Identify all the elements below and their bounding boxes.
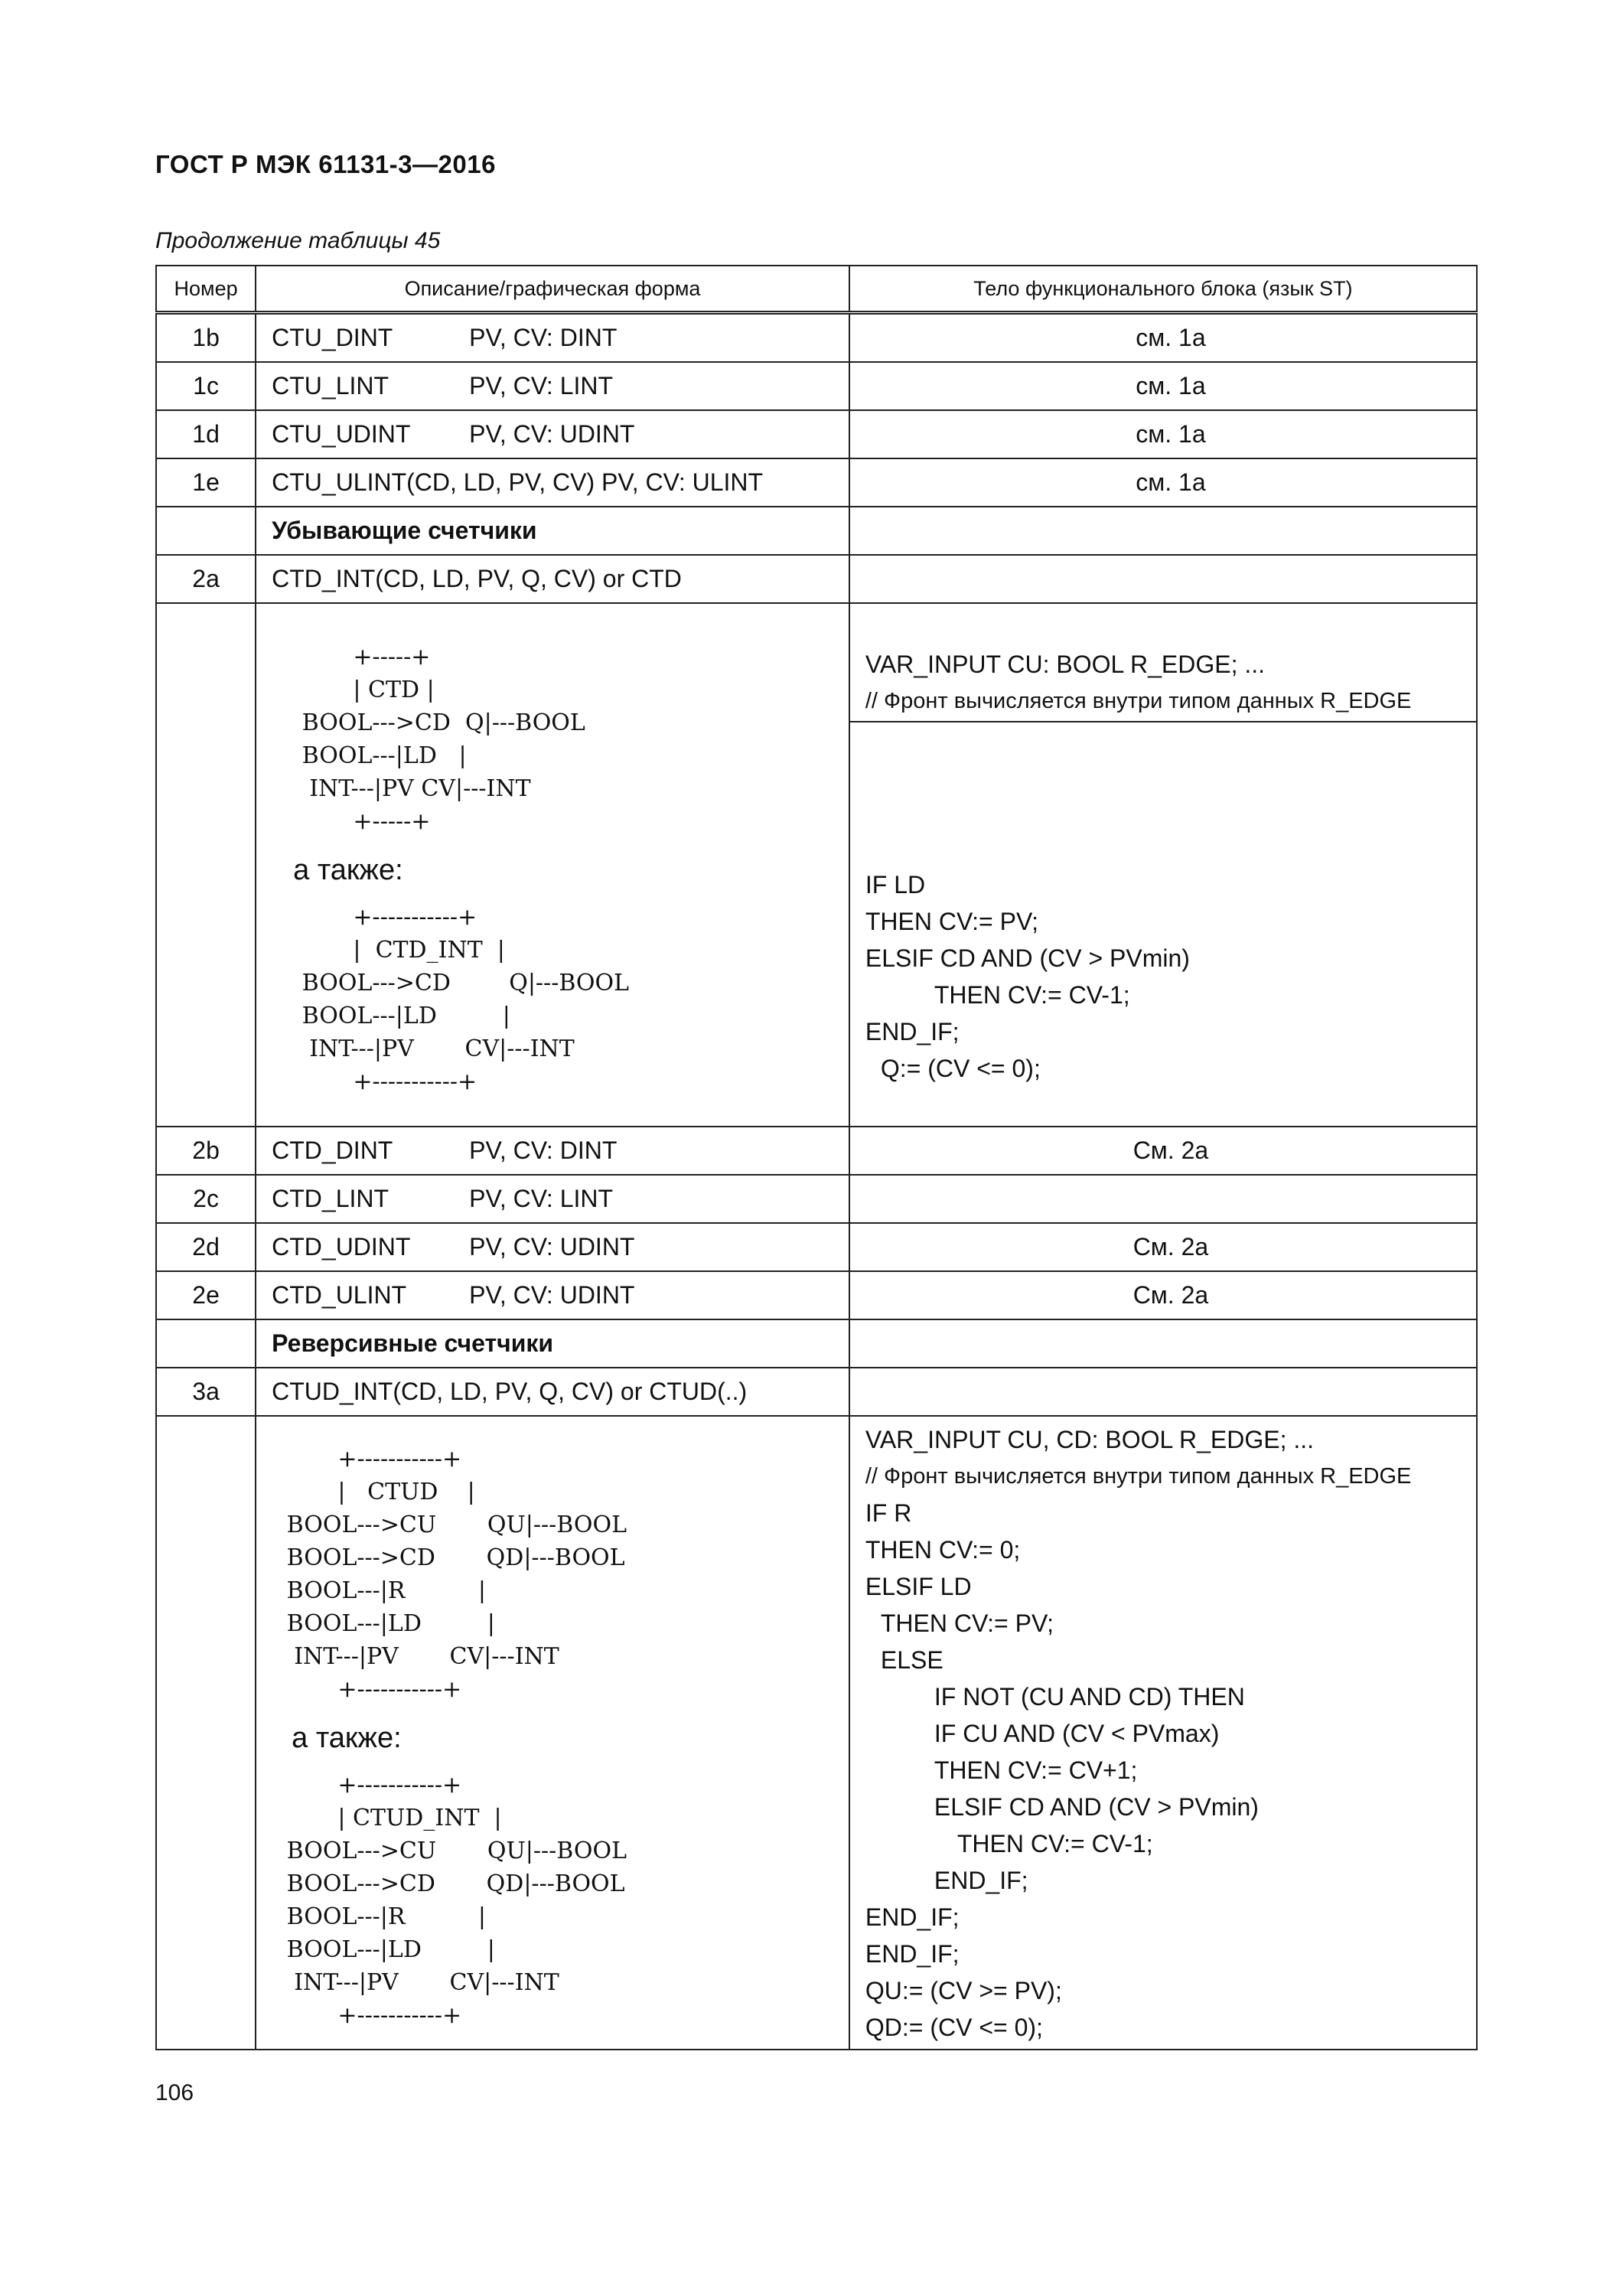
st-line: THEN CV:= 0; (865, 1536, 1021, 1564)
row-description: CTD_INT(CD, LD, PV, Q, CV) or CTD (256, 555, 849, 603)
row-number: 3a (156, 1368, 256, 1416)
row-description (256, 1175, 849, 1223)
st-declaration: VAR_INPUT CU, CD: BOOL R_EDGE; ... (865, 1426, 1315, 1453)
row-body: см. 1а (849, 362, 1477, 410)
ctud-block-diagram: +-----------+ | CTUD | BOOL--->CU QU|---BOOL BOOL--->CD QD|---BOOL BOOL---|R | BOOL---|LD | INT---|PV CV|---INT +-----------+ (286, 1446, 627, 1703)
st-comment: // Фронт вычисляется внутри типом данных R_EDGE (865, 1464, 1412, 1489)
st-comment: // Фронт вычисляется внутри типом данных R_EDGE (865, 689, 1412, 713)
st-line: QU:= (CV >= PV); (865, 1977, 1062, 2004)
table-row (156, 1223, 1477, 1271)
row-number: 1e (156, 458, 256, 507)
st-line: ELSIF LD (865, 1573, 972, 1600)
table-row (156, 362, 1477, 410)
fb-counters-table (155, 265, 1478, 2050)
table-row (156, 458, 1477, 507)
row-number: 2e (156, 1271, 256, 1319)
st-line: THEN CV:= PV; (880, 1609, 1054, 1637)
fb-name: CTU_DINT (272, 324, 393, 351)
page-number: 106 (155, 2080, 194, 2105)
table-row (156, 1368, 1477, 1416)
table-row (156, 1175, 1477, 1223)
also-label: а также: (293, 854, 403, 886)
also-label: а также: (292, 1722, 402, 1754)
fb-type: PV, CV: LINT (469, 1185, 614, 1212)
ctd-block-diagram: +-----+ | CTD | BOOL--->CD Q|---BOOL BOOL---|LD | INT---|PV CV|---INT +-----+ (301, 644, 585, 835)
row-number: 2b (156, 1127, 256, 1175)
row-number: 2d (156, 1223, 256, 1271)
st-declaration-box (850, 643, 1476, 722)
row-body (849, 1175, 1477, 1223)
fb-name: CTD_UDINT (272, 1233, 411, 1261)
row-body (849, 555, 1477, 603)
ctd-diagram-row (156, 603, 1477, 1127)
ctud-st-body (849, 1416, 1477, 2050)
document-header: ГОСТ Р МЭК 61131-3—2016 (155, 150, 496, 178)
row-body (849, 1319, 1477, 1368)
table-row (156, 410, 1477, 458)
row-description (256, 1127, 849, 1175)
fb-type: PV, CV: LINT (469, 372, 614, 400)
st-line: QD:= (CV <= 0); (865, 2014, 1043, 2041)
row-body: См. 2а (849, 1127, 1477, 1175)
row-description (256, 313, 849, 363)
fb-name: CTD_LINT (272, 1185, 389, 1212)
table-header-row (156, 266, 1477, 313)
row-description: CTUD_INT(CD, LD, PV, Q, CV) or CTUD(..) (256, 1368, 849, 1416)
section-title: Убывающие счетчики (256, 507, 849, 555)
row-number (156, 1416, 256, 2050)
row-body: См. 2а (849, 1223, 1477, 1271)
st-line: IF R (865, 1499, 912, 1527)
st-declaration: VAR_INPUT CU: BOOL R_EDGE; ... (865, 651, 1266, 678)
table-row (156, 313, 1477, 363)
row-description: CTU_ULINT(CD, LD, PV, CV) PV, CV: ULINT (256, 458, 849, 507)
st-line: END_IF; (865, 1903, 960, 1931)
fb-name: CTU_UDINT (272, 420, 411, 448)
st-line: THEN CV:= CV-1; (957, 1830, 1153, 1857)
row-body (849, 507, 1477, 555)
row-number: 1d (156, 410, 256, 458)
fb-name: CTU_LINT (272, 372, 389, 400)
table-row (156, 1127, 1477, 1175)
st-line: THEN CV:= CV-1; (934, 981, 1130, 1009)
ctd-int-block-diagram: +-----------+ | CTD_INT | BOOL--->CD Q|---BOOL BOOL---|LD | INT---|PV CV|---INT +-----------+ (301, 904, 630, 1095)
row-description (256, 1223, 849, 1271)
row-description (256, 1271, 849, 1319)
st-line: IF NOT (CU AND CD) THEN (934, 1683, 1245, 1711)
row-description (256, 410, 849, 458)
st-line: END_IF; (865, 1018, 960, 1045)
section-title: Реверсивные счетчики (256, 1319, 849, 1368)
st-line: ELSE (880, 1646, 943, 1674)
st-line: IF LD (865, 871, 926, 899)
table-caption: Продолжение таблицы 45 (155, 228, 441, 253)
row-description (256, 362, 849, 410)
st-line: THEN CV:= CV+1; (934, 1756, 1138, 1784)
fb-type: PV, CV: DINT (469, 1137, 618, 1164)
table-row (156, 555, 1477, 603)
row-body: см. 1а (849, 458, 1477, 507)
section-row (156, 507, 1477, 555)
section-row (156, 1319, 1477, 1368)
fb-type: PV, CV: UDINT (469, 420, 635, 448)
fb-name: CTD_DINT (272, 1137, 393, 1164)
row-body: см. 1а (849, 410, 1477, 458)
st-code-box (850, 1417, 1476, 2049)
ctd-graphic-form (256, 603, 849, 1127)
st-code-box (850, 722, 1476, 1087)
row-body: См. 2а (849, 1271, 1477, 1319)
col-header-number: Номер (156, 266, 256, 313)
row-number (156, 1319, 256, 1368)
st-line: END_IF; (865, 1940, 960, 1968)
ctud-int-block-diagram: +-----------+ | CTUD_INT | BOOL--->CU QU|---BOOL BOOL--->CD QD|---BOOL BOOL---|R | BOOL---|LD | INT---|PV CV|---INT +-----------+ (286, 1772, 627, 2029)
ctud-graphic-form (256, 1416, 849, 2050)
st-line: THEN CV:= PV; (865, 908, 1038, 935)
fb-type: PV, CV: UDINT (469, 1281, 635, 1309)
fb-type: PV, CV: UDINT (469, 1233, 635, 1261)
st-line: Q:= (CV <= 0); (880, 1055, 1041, 1082)
col-header-st-body: Тело функционального блока (язык ST) (849, 266, 1477, 313)
row-number (156, 507, 256, 555)
fb-type: PV, CV: DINT (469, 324, 618, 351)
row-number (156, 603, 256, 1127)
table-row (156, 1271, 1477, 1319)
fb-name: CTD_ULINT (272, 1281, 407, 1309)
row-number: 2c (156, 1175, 256, 1223)
row-body (849, 1368, 1477, 1416)
row-number: 2a (156, 555, 256, 603)
row-number: 1c (156, 362, 256, 410)
ctd-st-body (849, 603, 1477, 1127)
row-body: см. 1а (849, 313, 1477, 363)
st-line: ELSIF CD AND (CV > PVmin) (865, 944, 1190, 972)
col-header-description: Описание/графическая форма (256, 266, 849, 313)
st-line: END_IF; (934, 1867, 1028, 1894)
st-line: ELSIF CD AND (CV > PVmin) (934, 1793, 1259, 1821)
row-number: 1b (156, 313, 256, 363)
st-line: IF CU AND (CV < PVmax) (934, 1720, 1220, 1747)
ctud-diagram-row (156, 1416, 1477, 2050)
